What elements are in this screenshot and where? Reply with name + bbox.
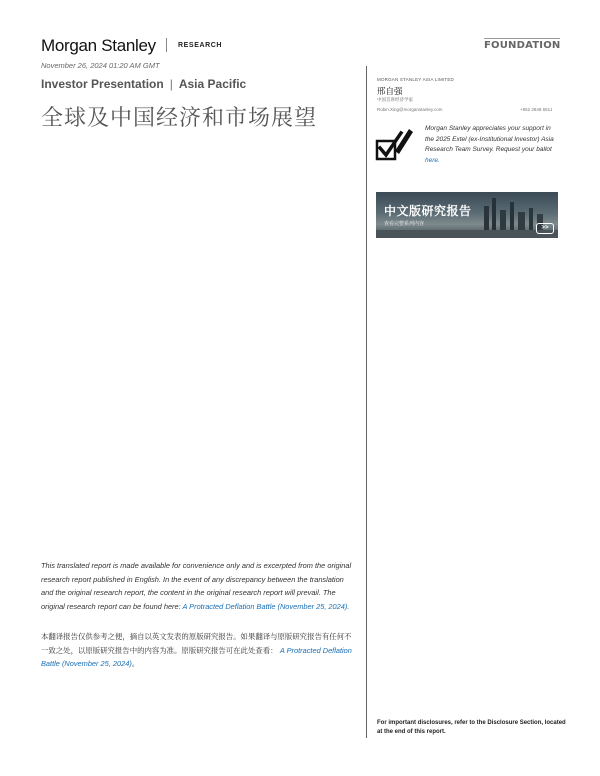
original-report-link-zh[interactable]: A Protracted Deflation Battle (November 25, 2024) (41, 645, 352, 669)
analyst-name: 邢自强 (377, 87, 403, 97)
ballot-link[interactable]: here. (425, 156, 440, 164)
chinese-disclaimer (41, 630, 356, 671)
region-label: Asia Pacific (178, 77, 247, 91)
analyst-phone: +852 2848 6511 (520, 107, 553, 112)
analyst-email-link[interactable]: Robin.Xing@morganstanley.com (377, 107, 443, 112)
foundation-rule (484, 38, 560, 39)
report-subtitle (41, 77, 246, 91)
column-divider (366, 66, 367, 738)
original-report-link-en[interactable]: A Protracted Deflation Battle (November 25, 2024). (182, 601, 350, 611)
subtitle-divider: | (169, 77, 173, 91)
english-disclaimer (41, 559, 356, 613)
analyst-role: 中国首席经济学家 (377, 98, 413, 103)
research-label: RESEARCH (178, 42, 223, 49)
disclosure-note: For important disclosures, refer to the Disclosure Section, located at the end of this report. (377, 720, 566, 735)
publish-date: November 26, 2024 01:20 AM GMT (41, 61, 160, 70)
analyst-firm: MORGAN STANLEY ASIA LIMITED (377, 77, 455, 82)
banner-title: 中文版研究报告 (384, 204, 472, 218)
page-title: 全球及中国经济和市场展望 (41, 106, 318, 131)
logo-divider (166, 38, 167, 52)
chinese-disclaimer-end: 。 (131, 659, 140, 669)
banner-arrow-button[interactable]: >> (536, 223, 554, 234)
chinese-reports-banner[interactable] (376, 192, 558, 238)
ballot-checkmark-icon (375, 125, 415, 163)
chinese-disclaimer-text: 本翻译报告仅供参考之便，摘自以英文发表的原版研究报告。如果翻译与原版研究报告有任何不一致之处，以原版研究报告中的内容为准。原版研究报告可在此处查看： (41, 632, 352, 655)
morgan-stanley-logo: Morgan Stanley (41, 36, 156, 55)
english-disclaimer-text: This translated report is made available for convenience only and is excerpted from the original research report published in English. In the event of any discrepancy between the translation and the original research report, the content in the original research report will prevail. The original research report can be found here: (41, 561, 352, 611)
survey-request (425, 124, 560, 166)
presentation-type: Investor Presentation (41, 77, 164, 91)
banner-subtitle: 查看完整系列内容 (384, 221, 425, 227)
survey-text: Morgan Stanley appreciates your support in the 2025 Extel (ex-Institutional Investor) Asia Research Team Survey. Request your ballot (425, 125, 554, 153)
foundation-label: FOUNDATION (484, 40, 561, 51)
